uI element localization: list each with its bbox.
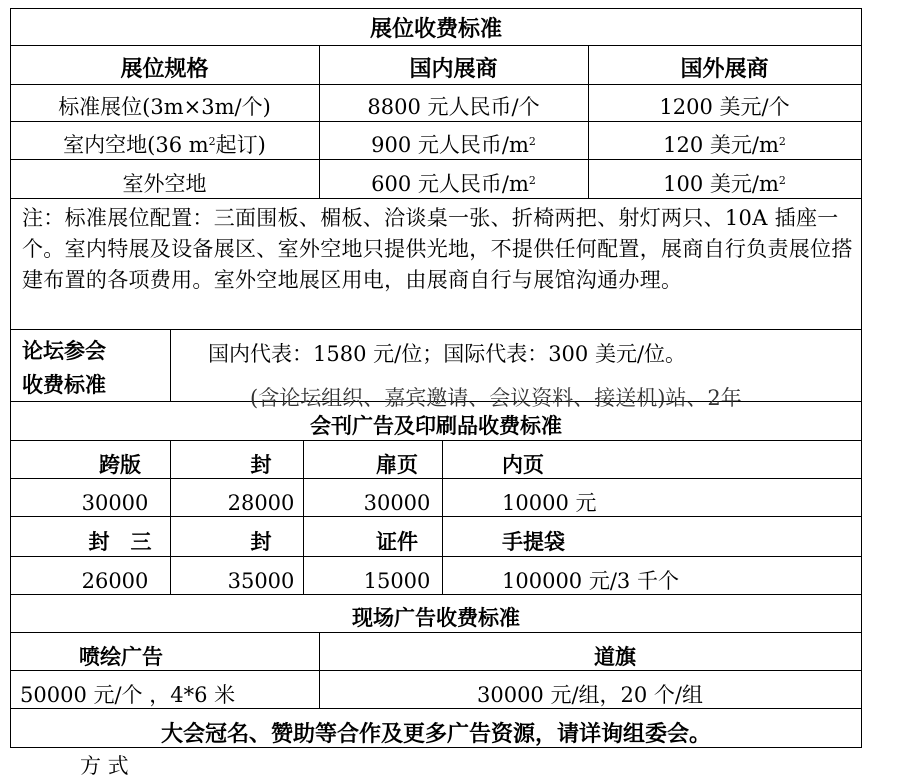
rule: [10, 329, 862, 330]
rule: [10, 478, 862, 479]
onsite-value-flags: 30000 元/组，20 个/组: [476, 683, 704, 707]
rule: [861, 8, 862, 748]
page-title: 展位收费标准: [369, 16, 502, 42]
journal-label-spread: 跨版: [99, 452, 141, 477]
forum-label-line1: 论坛参会: [22, 338, 106, 363]
rule: [10, 45, 862, 46]
rule: [10, 594, 862, 595]
forum-fees-detail: (含论坛组织、嘉宾邀请、会议资料、接送机)站、2年: [250, 386, 742, 410]
journal-value-cover: 28000: [227, 491, 295, 515]
booth-spec-standard: 标准展位(3m×3m/个): [58, 95, 271, 119]
journal-label-credential: 证件: [376, 529, 418, 554]
booth-spec-outdoor: 室外空地: [122, 172, 207, 196]
journal-value-title-page: 30000: [363, 491, 431, 515]
onsite-label-print-ad: 喷绘广告: [79, 644, 163, 669]
footer-cut-clip: [20, 750, 320, 778]
rule: [10, 708, 862, 709]
footer-cut-text: 方 式: [80, 754, 129, 778]
rule: [10, 632, 862, 633]
rule: [10, 670, 862, 671]
rule: [10, 121, 862, 122]
booth-domestic-standard: 8800 元人民币/个: [367, 95, 540, 119]
journal-value-spread: 30000: [81, 491, 149, 515]
header-foreign: 国外展商: [680, 56, 769, 82]
onsite-value-print-ad: 50000 元/个 ，4*6 米: [20, 683, 236, 707]
forum-label-line2: 收费标准: [22, 372, 106, 397]
booth-note: 注：标准展位配置：三面围板、楣板、洽谈桌一张、折椅两把、射灯两只、10A 插座一个。室内特展及设备展区、室外空地只提供光地，不提供任何配置，展商自行负责展位搭建布置的各项费用。室外空地展区用电，由展商自行与展馆沟通办理。: [22, 206, 853, 292]
rule: [170, 329, 171, 401]
forum-fees-detail-clip: [250, 378, 850, 410]
journal-value-cover-three: 26000: [81, 569, 149, 593]
rule: [10, 747, 862, 748]
journal-value-cover-2: 35000: [227, 569, 295, 593]
rule: [10, 198, 862, 199]
journal-section-title: 会刊广告及印刷品收费标准: [310, 413, 562, 438]
booth-spec-indoor: 室内空地(36 $m^2$起订): [63, 133, 266, 157]
onsite-section-title: 现场广告收费标准: [352, 605, 520, 630]
footer-note: 大会冠名、赞助等合作及更多广告资源，请详询组委会。: [160, 721, 711, 747]
onsite-label-flags: 道旗: [594, 644, 636, 669]
journal-label-inner-page: 内页: [502, 452, 544, 477]
rule: [10, 556, 862, 557]
rule: [10, 516, 862, 517]
forum-fees: 国内代表：1580 元/位；国际代表：300 美元/位。: [208, 342, 687, 366]
booth-foreign-outdoor: 100 美元$/m^2$: [663, 172, 786, 196]
journal-label-title-page: 扉页: [376, 452, 418, 477]
journal-value-credential: 15000: [363, 569, 431, 593]
booth-domestic-outdoor: 600 元人民币$/m^2$: [371, 172, 536, 196]
booth-domestic-indoor: 900 元人民币$/m^2$: [371, 133, 536, 157]
journal-value-inner-page: 10000 元: [502, 491, 597, 515]
header-booth-spec: 展位规格: [120, 56, 209, 82]
booth-foreign-standard: 1200 美元/个: [659, 95, 790, 119]
rule: [10, 159, 862, 160]
header-domestic: 国内展商: [409, 56, 498, 82]
journal-label-cover-2: 封: [250, 529, 272, 554]
rule: [10, 84, 862, 85]
journal-label-handbag: 手提袋: [502, 529, 565, 554]
journal-value-handbag: 100000 元/3 千个: [502, 569, 679, 593]
rule: [10, 8, 862, 9]
booth-foreign-indoor: 120 美元$/m^2$: [663, 133, 786, 157]
rule: [10, 440, 862, 441]
journal-label-cover: 封: [250, 452, 272, 477]
journal-label-cover-three: 封 三: [88, 529, 152, 554]
